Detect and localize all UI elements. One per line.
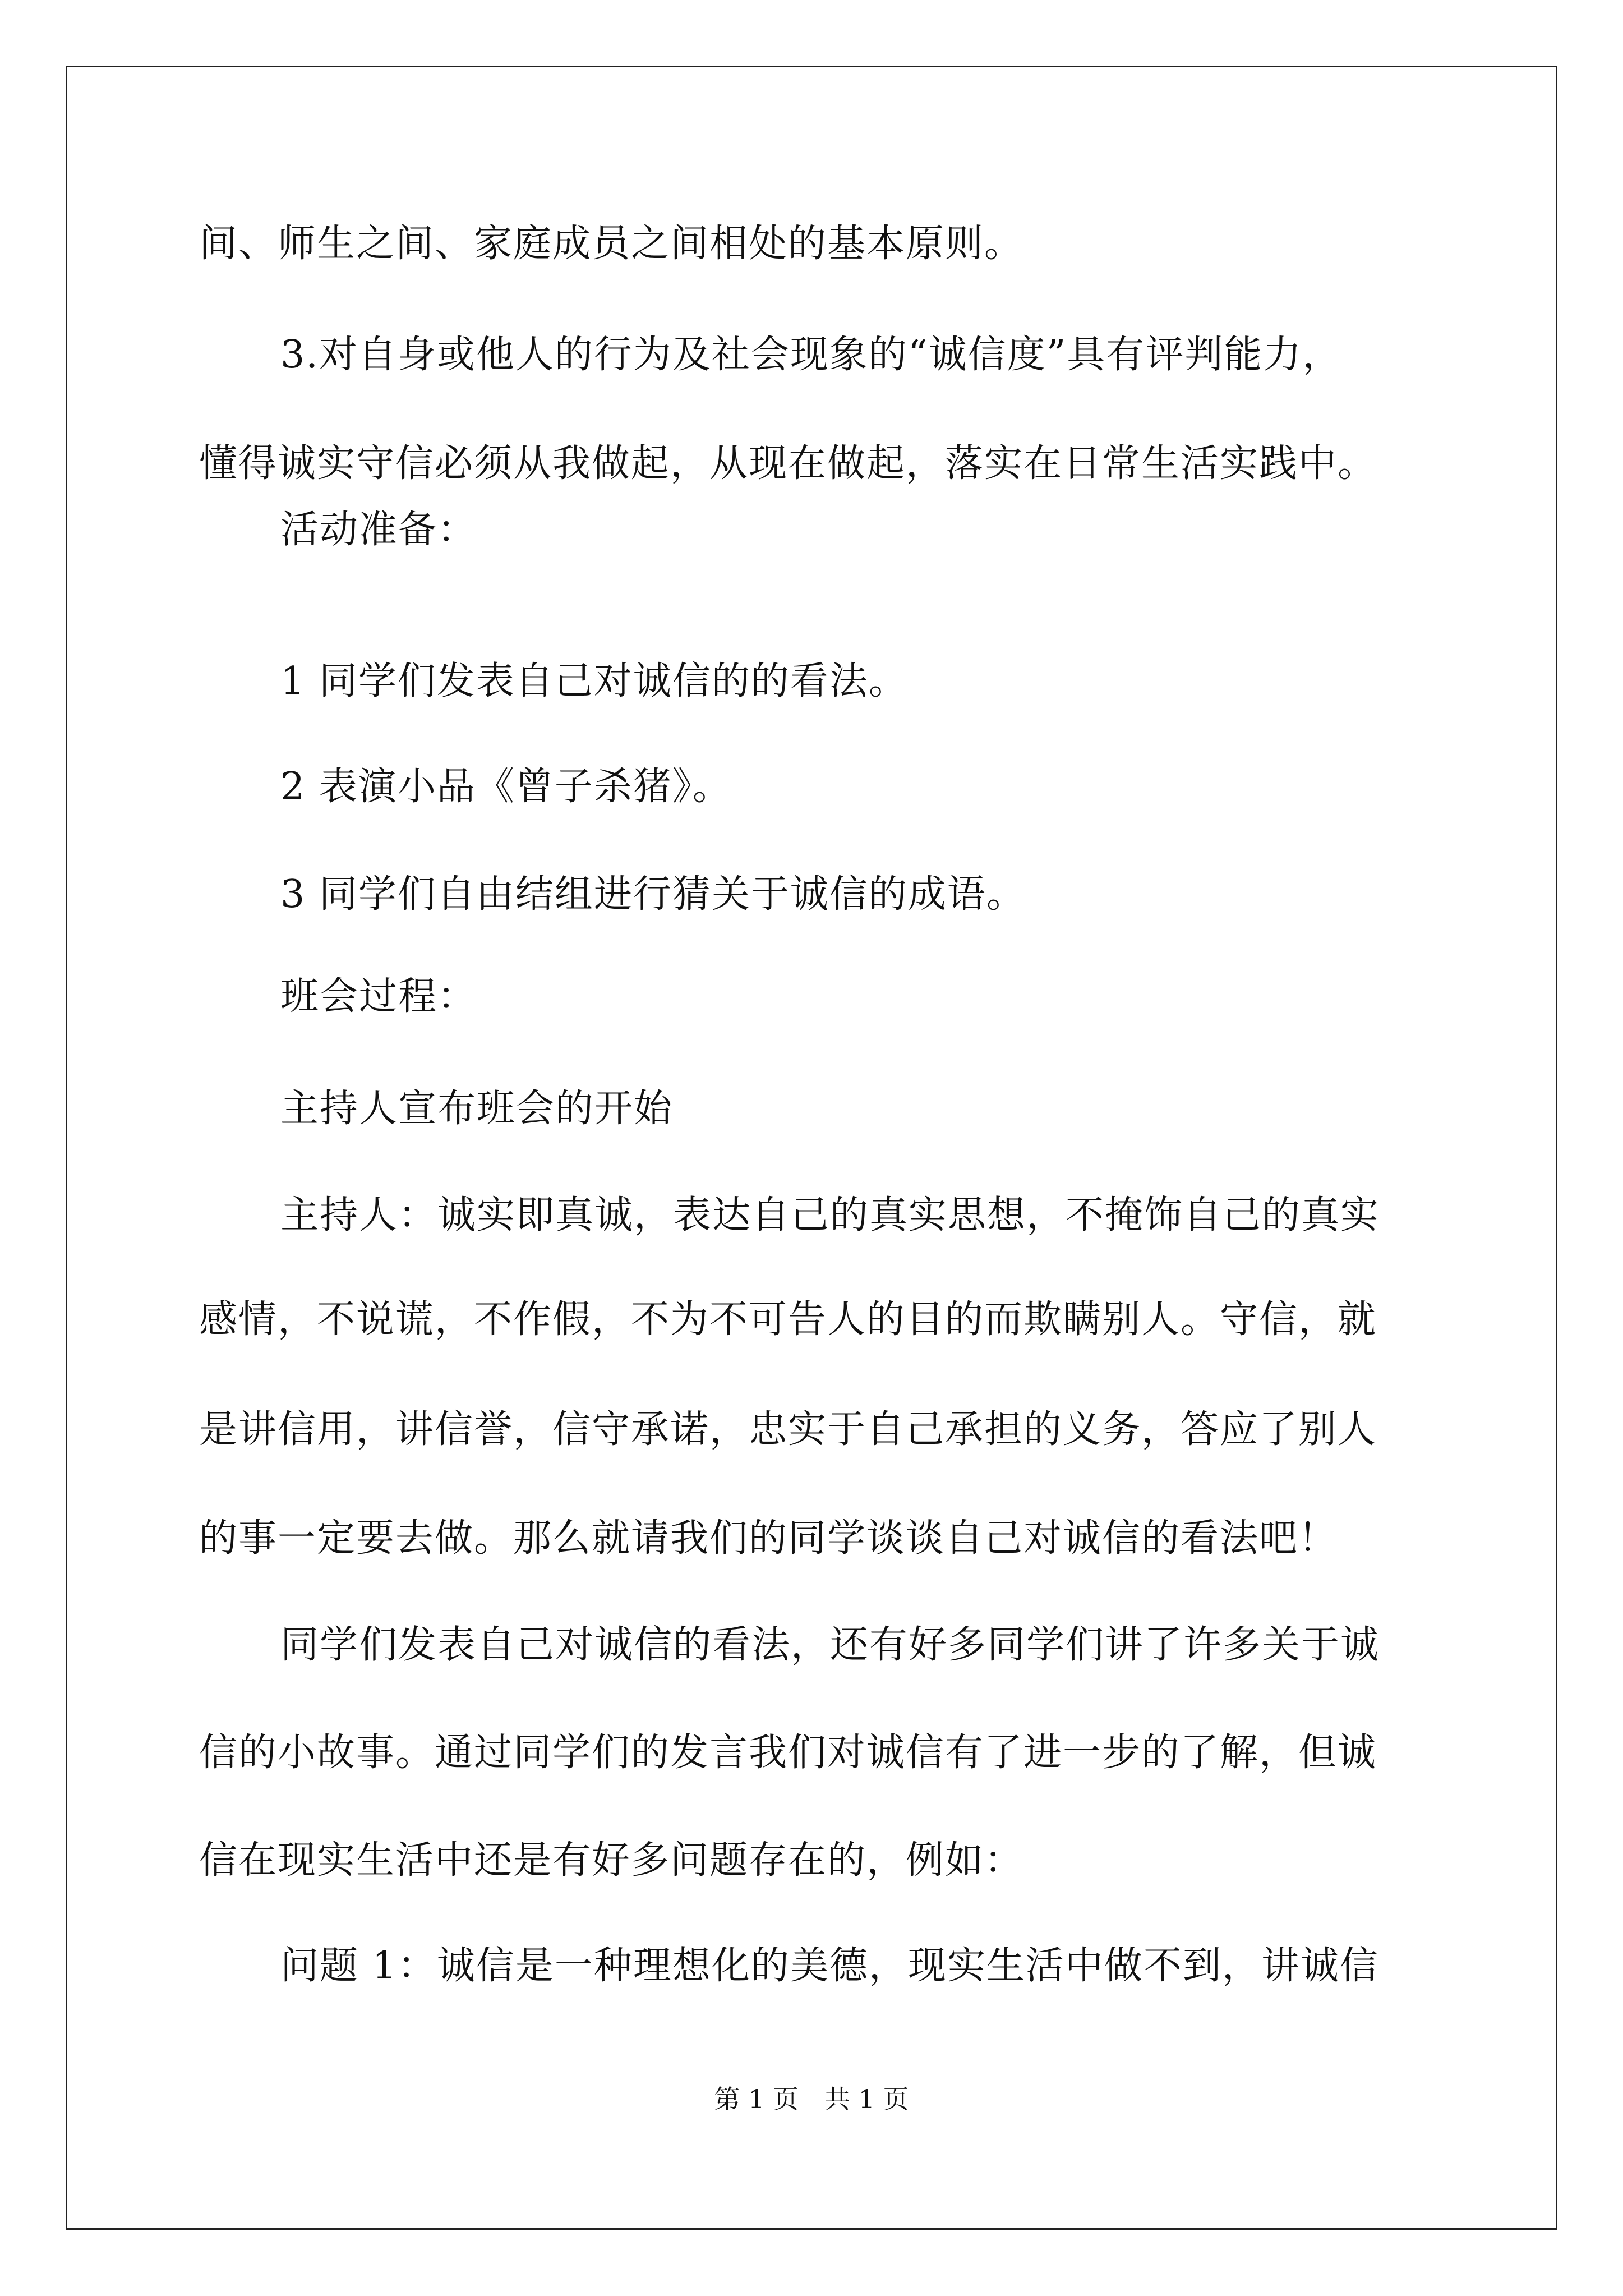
text-line: 感情，不说谎，不作假，不为不可告人的目的而欺瞒别人。守信，就 (199, 1297, 1377, 1342)
section-heading: 班会过程： (280, 974, 477, 1019)
text-line: 3.对自身或他人的行为及社会现象的“诚信度”具有评判能力， (280, 333, 1342, 377)
text-line: 间、师生之间、家庭成员之间相处的基本原则。 (199, 222, 1024, 266)
text-line: 主持人：诚实即真诚，表达自己的真实思想，不掩饰自己的真实 (280, 1193, 1380, 1237)
text-line: 信在现实生活中还是有好多问题存在的，例如： (199, 1838, 1024, 1883)
text-line: 同学们发表自己对诚信的看法，还有好多同学们讲了许多关于诚 (280, 1623, 1380, 1667)
text-line: 是讲信用，讲信誉，信守承诺，忠实于自己承担的义务，答应了别人 (199, 1407, 1377, 1452)
text-line: 懂得诚实守信必须从我做起，从现在做起，落实在日常生活实践中。 (199, 441, 1377, 486)
list-item: 1 同学们发表自己对诚信的的看法。 (280, 659, 908, 703)
text-line: 的事一定要去做。那么就请我们的同学谈谈自己对诚信的看法吧！ (199, 1516, 1338, 1561)
page-border (66, 66, 1557, 2230)
page-number: 第 1 页 共 1 页 (714, 2084, 909, 2114)
section-heading: 活动准备： (280, 508, 477, 552)
list-item: 3 同学们自由结组进行猜关于诚信的成语。 (280, 872, 1026, 917)
text-line: 问题 1：诚信是一种理想化的美德，现实生活中做不到，讲诚信 (280, 1944, 1379, 1988)
text-line: 信的小故事。通过同学们的发言我们对诚信有了进一步的了解，但诚 (199, 1731, 1377, 1775)
text-line: 主持人宣布班会的开始 (280, 1087, 674, 1131)
list-item: 2 表演小品《曾子杀猪》。 (280, 765, 732, 809)
